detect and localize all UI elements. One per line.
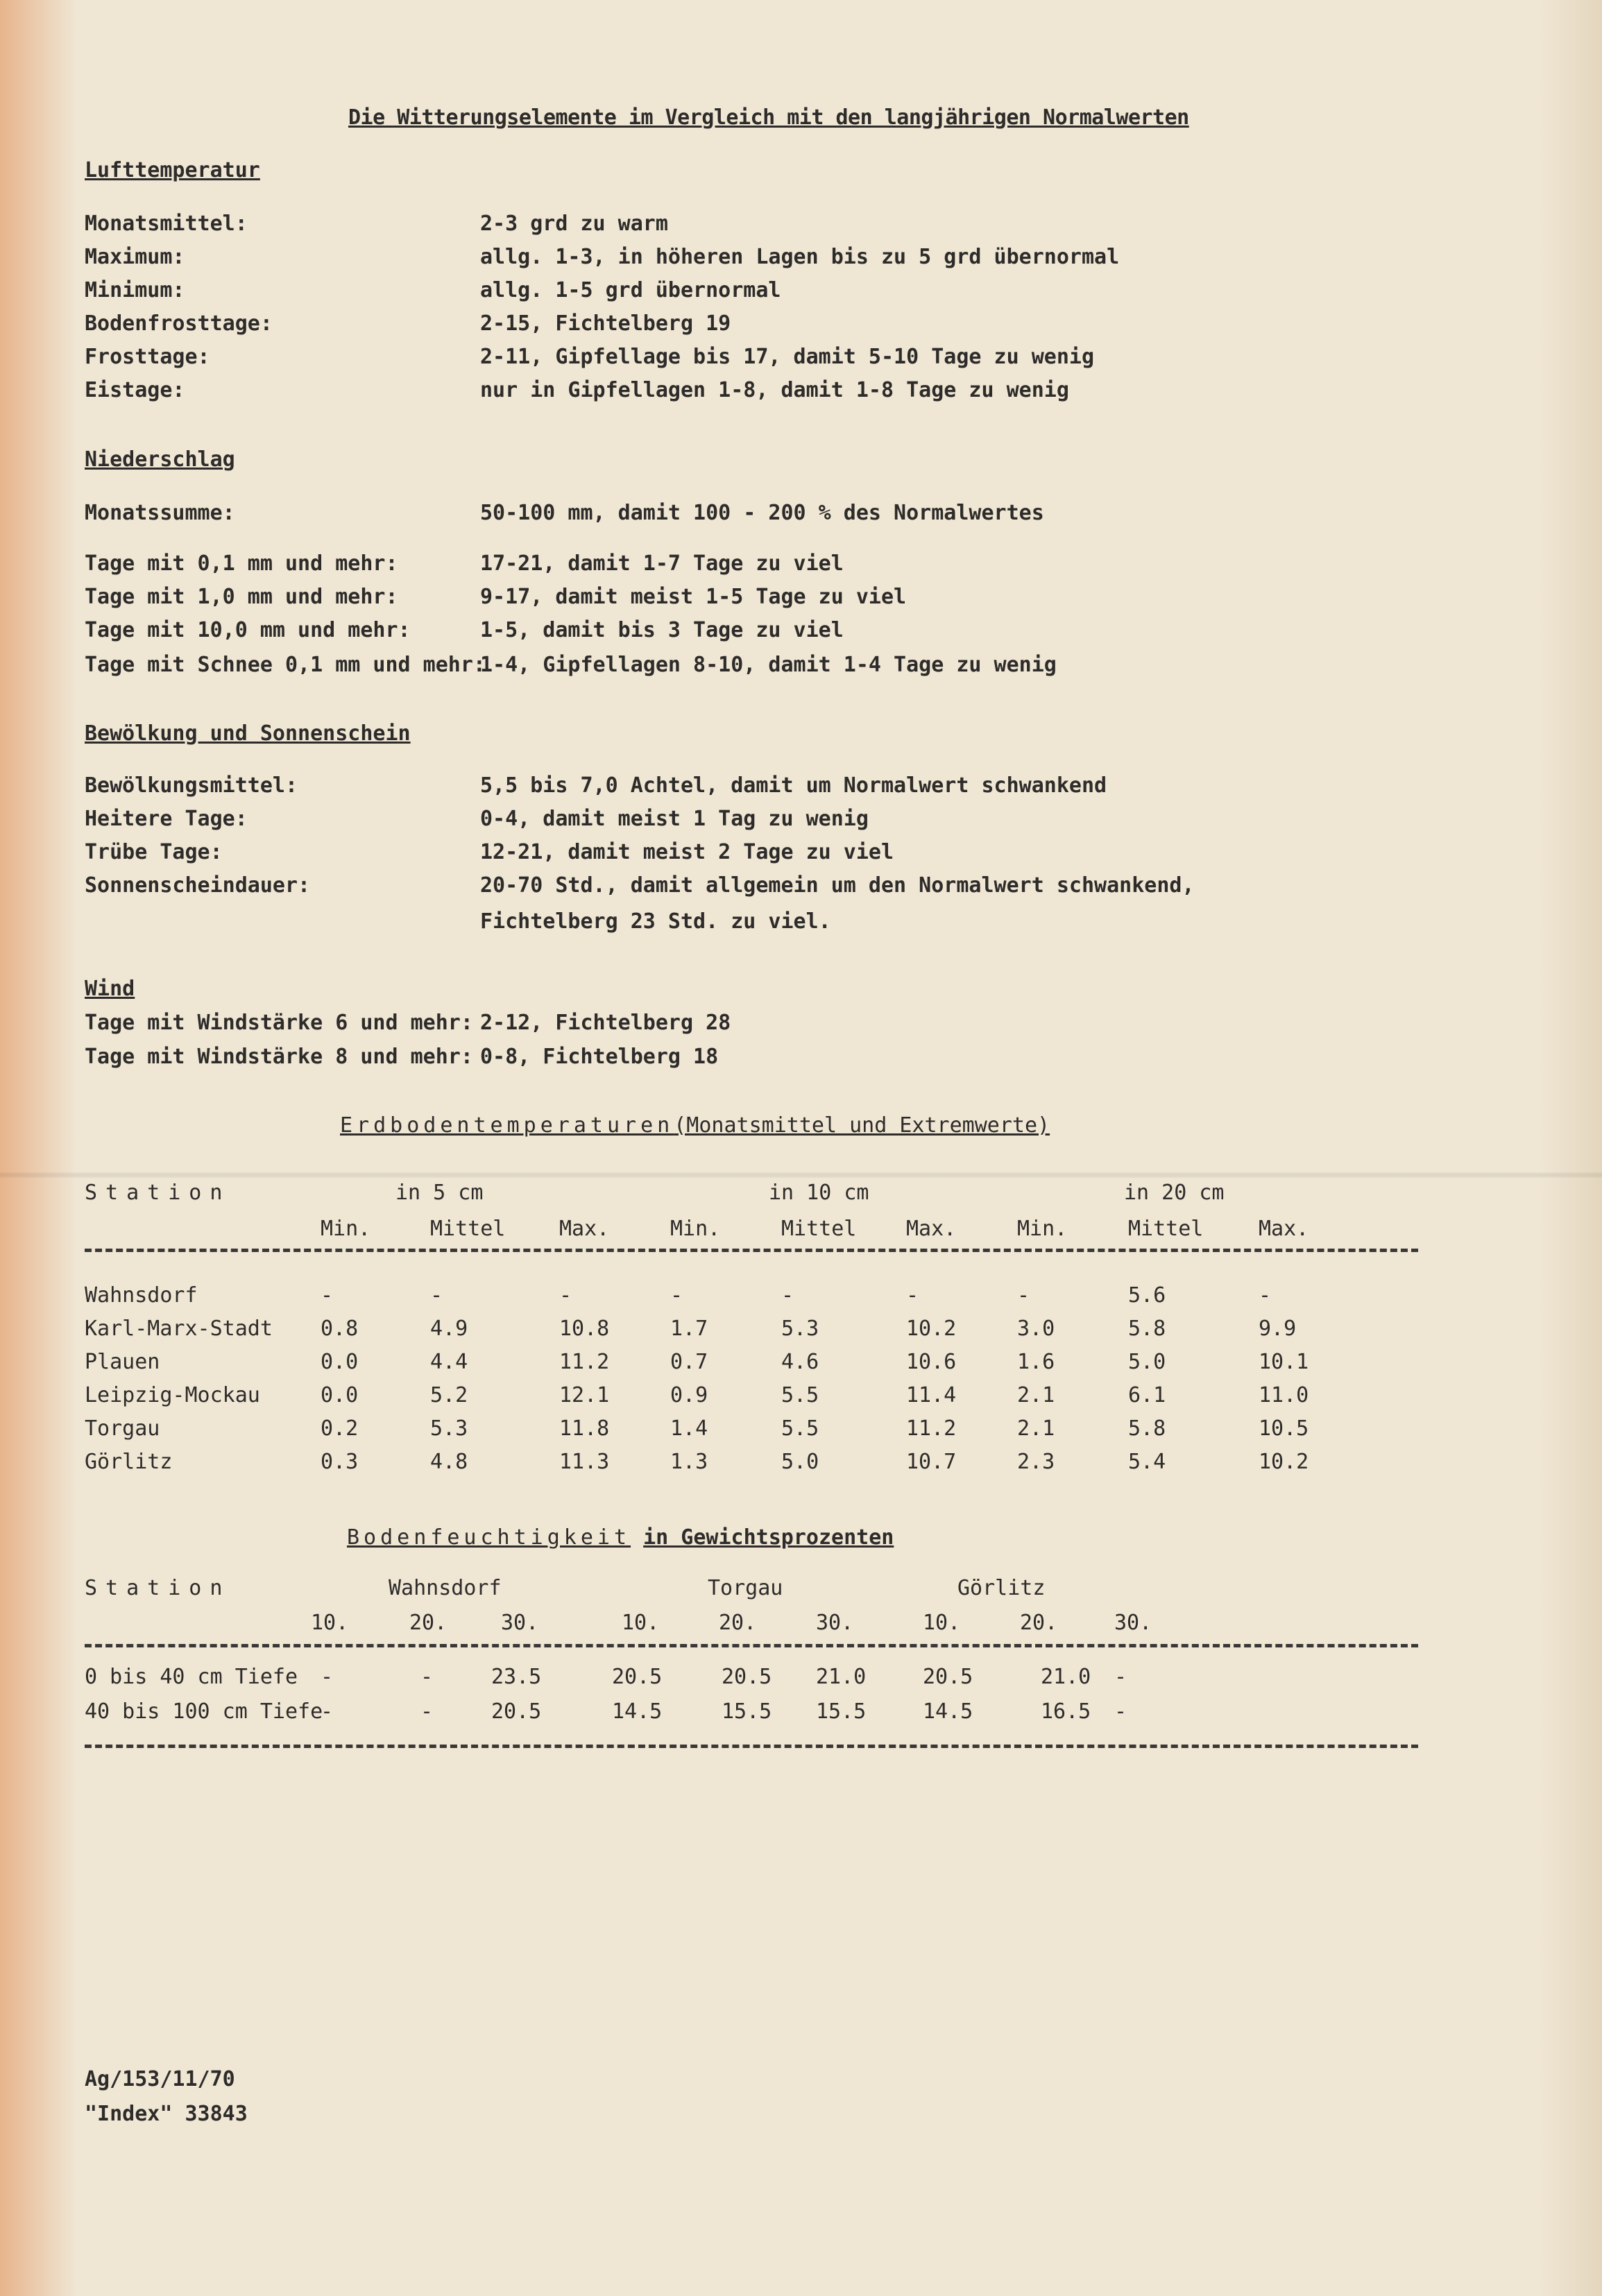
row-tage-schnee	[85, 653, 1195, 685]
row-sonnenscheindauer	[85, 873, 1195, 905]
row-label: Tage mit 10,0 mm und mehr:	[85, 618, 411, 642]
row-tage-10-0mm	[85, 618, 1195, 650]
row-label: Bewölkungsmittel:	[85, 773, 298, 798]
soil-moisture-value: 15.5	[816, 1699, 867, 1724]
soil-temp-value: 5.4	[1128, 1450, 1166, 1474]
soil-temp-value: 0.0	[321, 1350, 359, 1374]
soil-temp-value: 5.2	[430, 1383, 468, 1407]
soil-temp-subheader: Min.	[670, 1217, 721, 1241]
soil-temp-value: 5.8	[1128, 1416, 1166, 1441]
soil-temp-value: -	[430, 1283, 443, 1308]
soil-temp-value: -	[670, 1283, 683, 1308]
soil-temp-value: 0.8	[321, 1317, 359, 1341]
soil-temp-value: 4.4	[430, 1350, 468, 1374]
soil-moisture-title	[347, 1525, 894, 1550]
row-value: 1-4, Gipfellagen 8-10, damit 1-4 Tage zu wenig	[480, 653, 1057, 677]
page-title: Die Witterungselemente im Vergleich mit den langjährigen Normalwerten	[348, 105, 1189, 130]
soil-moisture-value: 20.5	[491, 1699, 542, 1724]
soil-temp-value: -	[906, 1283, 919, 1308]
row-label: Heitere Tage:	[85, 807, 248, 831]
soil-temp-value: 5.8	[1128, 1317, 1166, 1341]
section-heading-niederschlag: Niederschlag	[85, 447, 235, 472]
soil-temp-value: 11.8	[559, 1416, 610, 1441]
row-label: Tage mit Schnee 0,1 mm und mehr:	[85, 653, 486, 677]
soil-temp-subheader: Mittel	[781, 1217, 857, 1241]
soil-moisture-value: 14.5	[612, 1699, 663, 1724]
row-label: Monatssumme:	[85, 501, 235, 525]
soil-temp-value: 11.0	[1259, 1383, 1309, 1407]
soil-moisture-value: -	[420, 1699, 434, 1724]
row-value: 2-12, Fichtelberg 28	[480, 1011, 731, 1035]
paper-edge-left	[0, 0, 76, 2296]
soil-temp-value: -	[321, 1283, 334, 1308]
row-windstaerke-6	[85, 1011, 1195, 1043]
soil-temp-value: 10.5	[1259, 1416, 1309, 1441]
soil-temp-station: Plauen	[85, 1350, 160, 1374]
soil-moisture-value: 20.5	[923, 1665, 973, 1689]
soil-moisture-value: -	[321, 1699, 334, 1724]
row-label: Monatsmittel:	[85, 212, 248, 236]
soil-temp-value: 11.3	[559, 1450, 610, 1474]
soil-temp-value: 2.1	[1017, 1383, 1055, 1407]
row-maximum	[85, 245, 1195, 277]
soil-moisture-subheader: 10.	[923, 1611, 961, 1635]
row-bodenfrosttage	[85, 311, 1195, 343]
row-label: Tage mit 0,1 mm und mehr:	[85, 551, 398, 576]
document-index: "Index" 33843	[85, 2102, 248, 2126]
row-value: 12-21, damit meist 2 Tage zu viel	[480, 840, 894, 864]
row-heitere-tage	[85, 807, 1195, 839]
soil-temp-value: 10.8	[559, 1317, 610, 1341]
soil-moisture-station-goerlitz: Görlitz	[957, 1576, 1046, 1600]
soil-temp-value: 5.3	[781, 1317, 819, 1341]
soil-temp-value: 6.1	[1128, 1383, 1166, 1407]
row-value: allg. 1-3, in höheren Lagen bis zu 5 grd übernormal	[480, 245, 1120, 269]
soil-moisture-value: 20.5	[612, 1665, 663, 1689]
soil-moisture-title-rest: in Gewichtsprozenten	[643, 1525, 894, 1550]
soil-moisture-value: 21.0	[1041, 1665, 1091, 1689]
soil-temp-subheader: Mittel	[1128, 1217, 1204, 1241]
soil-temp-value: 9.9	[1259, 1317, 1297, 1341]
soil-moisture-subheader: 20.	[409, 1611, 448, 1635]
row-truebe-tage	[85, 840, 1195, 872]
soil-moisture-station-header: Station	[85, 1576, 231, 1600]
soil-temp-value: 0.7	[670, 1350, 708, 1374]
soil-temp-subheader: Max.	[559, 1217, 610, 1241]
soil-temp-value: 5.0	[1128, 1350, 1166, 1374]
section-heading-bewoelkung: Bewölkung und Sonnenschein	[85, 721, 411, 746]
row-monatssumme	[85, 501, 1195, 533]
soil-moisture-subheader: 30.	[816, 1611, 854, 1635]
soil-temp-subheader: Min.	[1017, 1217, 1068, 1241]
soil-moisture-subheader: 10.	[311, 1611, 349, 1635]
soil-temp-value: 1.4	[670, 1416, 708, 1441]
soil-temp-value: -	[559, 1283, 572, 1308]
soil-temp-value: 4.8	[430, 1450, 468, 1474]
soil-temp-value: 11.4	[906, 1383, 957, 1407]
row-tage-0-1mm	[85, 551, 1195, 583]
soil-temp-depth-20cm: in 20 cm	[1124, 1181, 1225, 1205]
soil-temp-station: Torgau	[85, 1416, 160, 1441]
soil-temp-station-header: Station	[85, 1181, 231, 1205]
row-monatsmittel	[85, 212, 1195, 243]
soil-temp-subheader: Min.	[321, 1217, 371, 1241]
row-bewoelkungsmittel	[85, 773, 1195, 805]
soil-moisture-value: 21.0	[816, 1665, 867, 1689]
soil-moisture-station-wahnsdorf: Wahnsdorf	[389, 1576, 502, 1600]
soil-temp-value: 5.5	[781, 1416, 819, 1441]
soil-temp-value: -	[1017, 1283, 1030, 1308]
soil-temp-value: 0.9	[670, 1383, 708, 1407]
soil-temp-value: 4.6	[781, 1350, 819, 1374]
soil-temp-depth-10cm: in 10 cm	[769, 1181, 869, 1205]
paper-edge-right	[1540, 0, 1602, 2296]
row-value: 20-70 Std., damit allgemein um den Normalwert schwankend,	[480, 873, 1195, 898]
row-value: 50-100 mm, damit 100 - 200 % des Normalwertes	[480, 501, 1044, 525]
soil-moisture-value: -	[1114, 1665, 1127, 1689]
row-label: Tage mit Windstärke 8 und mehr:	[85, 1045, 473, 1069]
soil-temp-value: 2.1	[1017, 1416, 1055, 1441]
row-value: 9-17, damit meist 1-5 Tage zu viel	[480, 585, 907, 609]
soil-temp-station: Leipzig-Mockau	[85, 1383, 260, 1407]
soil-temp-value: 2.3	[1017, 1450, 1055, 1474]
row-label: Tage mit Windstärke 6 und mehr:	[85, 1011, 473, 1035]
section-heading-wind: Wind	[85, 977, 135, 1001]
row-frosttage	[85, 345, 1195, 377]
soil-moisture-rule-top	[85, 1644, 1418, 1647]
soil-temp-value: -	[781, 1283, 794, 1308]
row-label: Trübe Tage:	[85, 840, 223, 864]
soil-temp-value: 5.0	[781, 1450, 819, 1474]
soil-moisture-station-torgau: Torgau	[708, 1576, 783, 1600]
soil-temp-value: 1.3	[670, 1450, 708, 1474]
soil-moisture-value: -	[321, 1665, 334, 1689]
row-value: 0-4, damit meist 1 Tag zu wenig	[480, 807, 869, 831]
row-label: Eistage:	[85, 378, 185, 402]
soil-temp-value: 5.6	[1128, 1283, 1166, 1308]
soil-temp-value: -	[1259, 1283, 1272, 1308]
section-heading-lufttemperatur: Lufttemperatur	[85, 158, 260, 182]
soil-temp-subheader: Max.	[1259, 1217, 1309, 1241]
document-reference: Ag/153/11/70	[85, 2067, 235, 2091]
soil-temp-rule	[85, 1249, 1418, 1252]
soil-moisture-value: 20.5	[722, 1665, 772, 1689]
row-value: 2-15, Fichtelberg 19	[480, 311, 731, 336]
soil-moisture-depth-label: 40 bis 100 cm Tiefe	[85, 1699, 323, 1724]
soil-temp-station: Wahnsdorf	[85, 1283, 198, 1308]
soil-moisture-subheader: 30.	[501, 1611, 539, 1635]
soil-temp-title-rest: (Monatsmittel und Extremwerte)	[674, 1113, 1050, 1138]
soil-moisture-subheader: 20.	[719, 1611, 757, 1635]
row-label: Bodenfrosttage:	[85, 311, 273, 336]
soil-temp-value: 5.5	[781, 1383, 819, 1407]
soil-moisture-value: 23.5	[491, 1665, 542, 1689]
soil-temp-value: 11.2	[559, 1350, 610, 1374]
soil-moisture-subheader: 30.	[1114, 1611, 1152, 1635]
soil-moisture-value: 15.5	[722, 1699, 772, 1724]
soil-temp-value: 10.2	[906, 1317, 957, 1341]
row-value: 2-3 grd zu warm	[480, 212, 668, 236]
soil-temp-value: 12.1	[559, 1383, 610, 1407]
row-value: 0-8, Fichtelberg 18	[480, 1045, 719, 1069]
soil-temp-station: Görlitz	[85, 1450, 173, 1474]
row-label: Frosttage:	[85, 345, 210, 369]
soil-temp-value: 0.2	[321, 1416, 359, 1441]
row-sonnenscheindauer-cont	[85, 909, 1195, 941]
row-value: nur in Gipfellagen 1-8, damit 1-8 Tage zu wenig	[480, 378, 1069, 402]
soil-temp-value: 10.1	[1259, 1350, 1309, 1374]
soil-temp-value: 5.3	[430, 1416, 468, 1441]
soil-moisture-title-spaced: Bodenfeuchtigkeit	[347, 1525, 631, 1550]
row-label: Minimum:	[85, 278, 185, 302]
row-value: allg. 1-5 grd übernormal	[480, 278, 781, 302]
row-tage-1-0mm	[85, 585, 1195, 617]
soil-moisture-depth-label: 0 bis 40 cm Tiefe	[85, 1665, 298, 1689]
paper-fold	[0, 1172, 1602, 1178]
soil-moisture-value: -	[1114, 1699, 1127, 1724]
row-label: Tage mit 1,0 mm und mehr:	[85, 585, 398, 609]
row-label: Sonnenscheindauer:	[85, 873, 311, 898]
soil-moisture-value: -	[420, 1665, 434, 1689]
soil-temp-value: 3.0	[1017, 1317, 1055, 1341]
soil-moisture-subheader: 20.	[1020, 1611, 1058, 1635]
soil-moisture-value: 14.5	[923, 1699, 973, 1724]
soil-temp-value: 1.7	[670, 1317, 708, 1341]
soil-moisture-subheader: 10.	[622, 1611, 660, 1635]
row-label: Maximum:	[85, 245, 185, 269]
soil-temp-value: 1.6	[1017, 1350, 1055, 1374]
soil-temp-depth-5cm: in 5 cm	[395, 1181, 484, 1205]
row-value: 1-5, damit bis 3 Tage zu viel	[480, 618, 844, 642]
row-minimum	[85, 278, 1195, 310]
row-value: 5,5 bis 7,0 Achtel, damit um Normalwert schwankend	[480, 773, 1107, 798]
soil-moisture-value: 16.5	[1041, 1699, 1091, 1724]
soil-temp-title-spaced: Erdbodentemperaturen	[340, 1113, 674, 1138]
row-value: 17-21, damit 1-7 Tage zu viel	[480, 551, 844, 576]
row-windstaerke-8	[85, 1045, 1195, 1077]
row-eistage	[85, 378, 1195, 410]
soil-temp-subheader: Max.	[906, 1217, 957, 1241]
soil-temp-subheader: Mittel	[430, 1217, 506, 1241]
soil-temp-value: 4.9	[430, 1317, 468, 1341]
soil-moisture-rule-bottom	[85, 1745, 1418, 1748]
row-value: Fichtelberg 23 Std. zu viel.	[480, 909, 831, 934]
row-value: 2-11, Gipfellage bis 17, damit 5-10 Tage zu wenig	[480, 345, 1095, 369]
soil-temp-value: 11.2	[906, 1416, 957, 1441]
soil-temp-value: 10.6	[906, 1350, 957, 1374]
soil-temp-value: 0.0	[321, 1383, 359, 1407]
soil-temp-value: 10.2	[1259, 1450, 1309, 1474]
soil-temp-value: 10.7	[906, 1450, 957, 1474]
soil-temp-station: Karl-Marx-Stadt	[85, 1317, 273, 1341]
soil-temp-value: 0.3	[321, 1450, 359, 1474]
soil-temp-title	[340, 1113, 1050, 1138]
